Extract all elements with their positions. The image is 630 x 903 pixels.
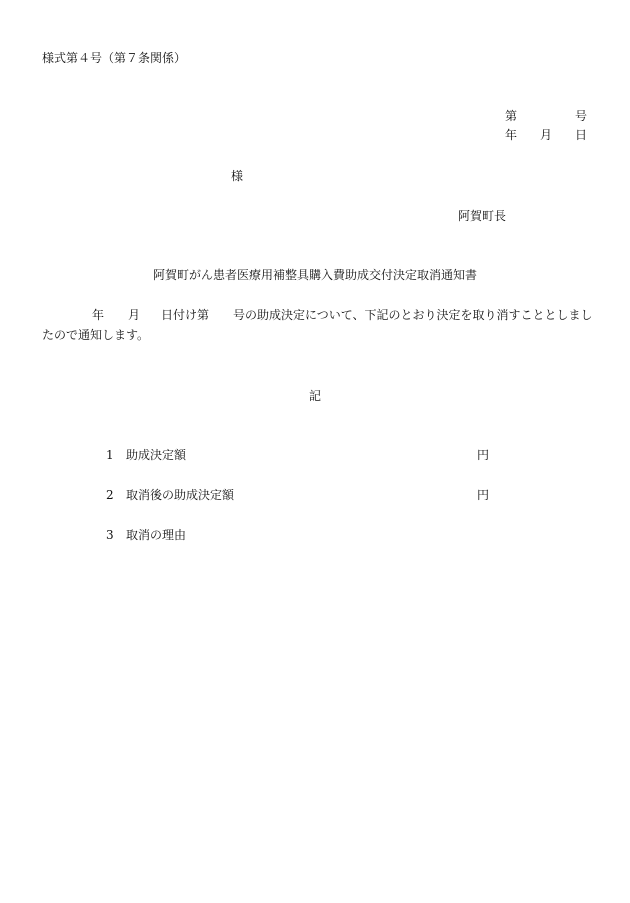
recipient-honorific: 様	[231, 169, 244, 183]
body-day-dated: 日付け第	[161, 308, 210, 322]
body-year: 年	[92, 308, 105, 322]
date-month-label: 月	[540, 128, 553, 142]
body-number-text: 号の助成決定について、下記のとおり決定を取り消すこととしまし	[233, 308, 593, 322]
item-1-unit: 円	[477, 448, 490, 462]
item-2-label: 取消後の助成決定額	[126, 488, 235, 502]
item-2-unit: 円	[477, 488, 490, 502]
form-number: 様式第４号（第７条関係）	[42, 51, 187, 65]
item-3-number: 3	[106, 528, 114, 542]
sender-name: 阿賀町長	[458, 209, 507, 223]
ki-heading: 記	[308, 389, 321, 403]
item-3-label: 取消の理由	[126, 528, 187, 542]
document-number-prefix: 第	[505, 109, 518, 123]
date-day-label: 日	[575, 128, 588, 142]
date-year-label: 年	[505, 128, 518, 142]
body-month: 月	[128, 308, 141, 322]
item-1-label: 助成決定額	[126, 448, 187, 462]
body-paragraph-line2: たので通知します。	[42, 328, 150, 342]
item-2-number: 2	[106, 488, 114, 502]
item-1-number: 1	[106, 448, 114, 462]
document-title: 阿賀町がん患者医療用補整具購入費助成交付決定取消通知書	[152, 268, 477, 282]
document-number-suffix: 号	[575, 109, 588, 123]
